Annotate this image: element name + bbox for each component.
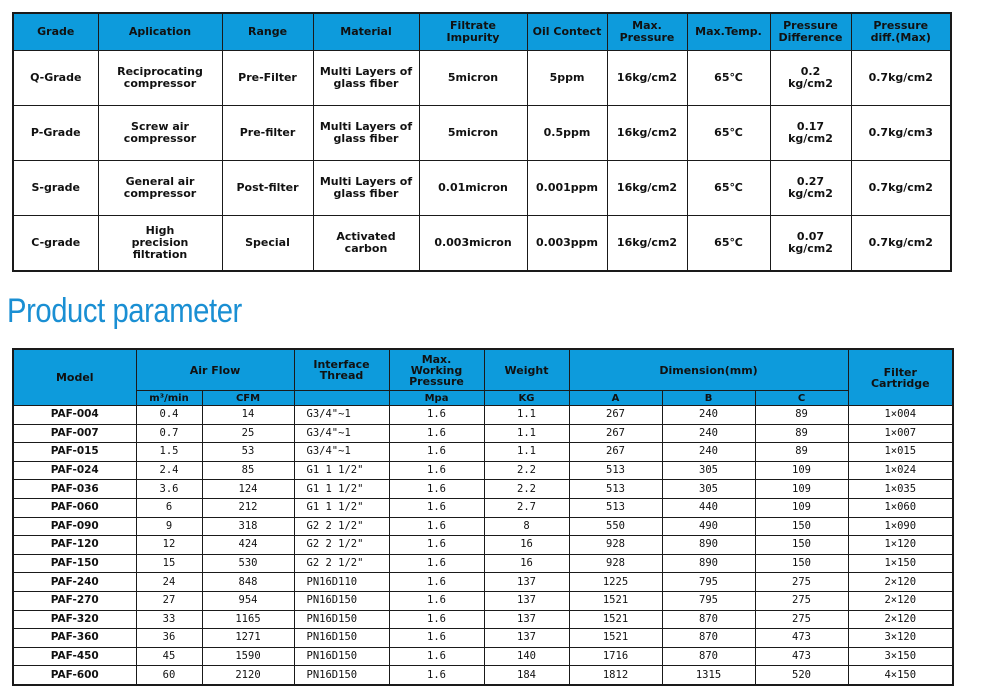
grade-cell-range: Post-filter bbox=[222, 161, 313, 216]
grade-header-cell: Aplication bbox=[98, 13, 222, 51]
cell-dimension-b: 490 bbox=[662, 517, 755, 536]
cell-air-flow-cfm: 124 bbox=[202, 480, 294, 499]
param-subheader-row bbox=[13, 391, 953, 406]
cell-working-pressure: 1.6 bbox=[389, 536, 484, 555]
cell-working-pressure: 1.6 bbox=[389, 461, 484, 480]
grade-cell-oil-content: 0.001ppm bbox=[527, 161, 607, 216]
unit-kg: KG bbox=[484, 391, 569, 406]
grade-header-cell: Range bbox=[222, 13, 313, 51]
cell-dimension-a: 267 bbox=[569, 424, 662, 443]
cell-dimension-c: 473 bbox=[755, 629, 848, 648]
cell-model: PAF-320 bbox=[13, 610, 136, 629]
cell-air-flow-m3: 2.4 bbox=[136, 461, 202, 480]
cell-air-flow-cfm: 14 bbox=[202, 406, 294, 425]
cell-working-pressure: 1.6 bbox=[389, 610, 484, 629]
cell-dimension-a: 928 bbox=[569, 554, 662, 573]
cell-air-flow-m3: 60 bbox=[136, 666, 202, 685]
cell-air-flow-cfm: 53 bbox=[202, 443, 294, 462]
cell-interface-thread: PN16D150 bbox=[294, 666, 389, 685]
grade-row bbox=[13, 161, 951, 216]
interface-thread-header: Interface Thread bbox=[294, 349, 389, 391]
grade-cell-max-pressure: 16kg/cm2 bbox=[607, 161, 687, 216]
grade-cell-grade-name: P-Grade bbox=[13, 106, 98, 161]
cell-interface-thread: G3/4"~1 bbox=[294, 424, 389, 443]
grade-cell-max-pressure: 16kg/cm2 bbox=[607, 51, 687, 106]
cell-dimension-a: 267 bbox=[569, 443, 662, 462]
grade-header-cell: Material bbox=[313, 13, 419, 51]
cell-weight: 16 bbox=[484, 536, 569, 555]
cell-filter-cartridge: 4×150 bbox=[848, 666, 953, 685]
cell-dimension-b: 870 bbox=[662, 647, 755, 666]
cell-working-pressure: 1.6 bbox=[389, 573, 484, 592]
interface-unit-empty bbox=[294, 391, 389, 406]
cell-filter-cartridge: 1×024 bbox=[848, 461, 953, 480]
cell-dimension-a: 550 bbox=[569, 517, 662, 536]
cell-dimension-c: 89 bbox=[755, 443, 848, 462]
cell-dimension-c: 89 bbox=[755, 424, 848, 443]
grade-header-cell: Pressure Difference bbox=[770, 13, 851, 51]
cell-filter-cartridge: 1×060 bbox=[848, 498, 953, 517]
cell-filter-cartridge: 1×035 bbox=[848, 480, 953, 499]
grade-header-cell: Max. Pressure bbox=[607, 13, 687, 51]
grade-cell-application: High precision filtration bbox=[98, 216, 222, 272]
dimension-c-header: C bbox=[755, 391, 848, 406]
cell-air-flow-m3: 15 bbox=[136, 554, 202, 573]
cell-dimension-b: 240 bbox=[662, 443, 755, 462]
cell-model: PAF-600 bbox=[13, 666, 136, 685]
cell-air-flow-m3: 0.4 bbox=[136, 406, 202, 425]
cell-working-pressure: 1.6 bbox=[389, 443, 484, 462]
cell-dimension-c: 275 bbox=[755, 573, 848, 592]
param-header-row bbox=[13, 349, 953, 391]
grade-cell-application: General air compressor bbox=[98, 161, 222, 216]
cell-dimension-b: 795 bbox=[662, 573, 755, 592]
cell-air-flow-cfm: 1165 bbox=[202, 610, 294, 629]
grade-cell-pressure-diff-max: 0.7kg/cm2 bbox=[851, 216, 951, 272]
cell-working-pressure: 1.6 bbox=[389, 666, 484, 685]
cell-model: PAF-060 bbox=[13, 498, 136, 517]
cell-dimension-c: 150 bbox=[755, 554, 848, 573]
table-row bbox=[13, 591, 953, 610]
grade-header-cell: Pressure diff.(Max) bbox=[851, 13, 951, 51]
cell-weight: 137 bbox=[484, 591, 569, 610]
product-parameter-table bbox=[12, 348, 954, 686]
grade-cell-filtrate-impurity: 5micron bbox=[419, 51, 527, 106]
cell-dimension-c: 150 bbox=[755, 517, 848, 536]
table-row bbox=[13, 406, 953, 425]
cell-model: PAF-270 bbox=[13, 591, 136, 610]
grade-cell-max-temp: 65℃ bbox=[687, 216, 770, 272]
cell-weight: 16 bbox=[484, 554, 569, 573]
grade-cell-material: Activated carbon bbox=[313, 216, 419, 272]
cell-dimension-b: 870 bbox=[662, 629, 755, 648]
grade-table-body bbox=[13, 51, 951, 272]
table-row bbox=[13, 536, 953, 555]
grade-cell-pressure-difference: 0.27 kg/cm2 bbox=[770, 161, 851, 216]
cell-dimension-a: 928 bbox=[569, 536, 662, 555]
cell-model: PAF-120 bbox=[13, 536, 136, 555]
section-title: Product parameter bbox=[7, 292, 242, 330]
cell-dimension-c: 109 bbox=[755, 480, 848, 499]
cell-interface-thread: PN16D150 bbox=[294, 610, 389, 629]
cell-filter-cartridge: 3×120 bbox=[848, 629, 953, 648]
cell-working-pressure: 1.6 bbox=[389, 629, 484, 648]
grade-header-cell: Oil Contect bbox=[527, 13, 607, 51]
cell-dimension-a: 1521 bbox=[569, 591, 662, 610]
cell-air-flow-m3: 36 bbox=[136, 629, 202, 648]
cell-dimension-a: 1521 bbox=[569, 610, 662, 629]
table-row bbox=[13, 480, 953, 499]
cell-dimension-a: 513 bbox=[569, 461, 662, 480]
cell-dimension-c: 275 bbox=[755, 610, 848, 629]
weight-header: Weight bbox=[484, 349, 569, 391]
cell-filter-cartridge: 1×090 bbox=[848, 517, 953, 536]
grade-cell-application: Reciprocating compressor bbox=[98, 51, 222, 106]
table-row bbox=[13, 461, 953, 480]
grade-cell-filtrate-impurity: 0.01micron bbox=[419, 161, 527, 216]
cell-model: PAF-090 bbox=[13, 517, 136, 536]
table-row bbox=[13, 610, 953, 629]
grade-cell-material: Multi Layers of glass fiber bbox=[313, 106, 419, 161]
cell-air-flow-m3: 3.6 bbox=[136, 480, 202, 499]
cell-dimension-c: 473 bbox=[755, 647, 848, 666]
cell-weight: 2.2 bbox=[484, 480, 569, 499]
cell-dimension-a: 513 bbox=[569, 498, 662, 517]
cell-air-flow-cfm: 25 bbox=[202, 424, 294, 443]
grade-cell-material: Multi Layers of glass fiber bbox=[313, 161, 419, 216]
table-row bbox=[13, 647, 953, 666]
grade-cell-pressure-difference: 0.07 kg/cm2 bbox=[770, 216, 851, 272]
cell-model: PAF-450 bbox=[13, 647, 136, 666]
cell-air-flow-cfm: 530 bbox=[202, 554, 294, 573]
cell-interface-thread: G1 1 1/2" bbox=[294, 498, 389, 517]
cell-weight: 137 bbox=[484, 573, 569, 592]
grade-cell-range: Special bbox=[222, 216, 313, 272]
cell-working-pressure: 1.6 bbox=[389, 647, 484, 666]
cell-air-flow-cfm: 318 bbox=[202, 517, 294, 536]
cell-working-pressure: 1.6 bbox=[389, 517, 484, 536]
grade-cell-pressure-diff-max: 0.7kg/cm3 bbox=[851, 106, 951, 161]
table-row bbox=[13, 517, 953, 536]
grade-cell-range: Pre-Filter bbox=[222, 51, 313, 106]
grade-row bbox=[13, 51, 951, 106]
cell-interface-thread: G1 1 1/2" bbox=[294, 461, 389, 480]
grade-cell-max-temp: 65℃ bbox=[687, 106, 770, 161]
cell-air-flow-cfm: 1590 bbox=[202, 647, 294, 666]
grade-cell-oil-content: 0.5ppm bbox=[527, 106, 607, 161]
cell-working-pressure: 1.6 bbox=[389, 554, 484, 573]
dimension-header: Dimension(mm) bbox=[569, 349, 848, 391]
cell-dimension-b: 240 bbox=[662, 406, 755, 425]
cell-weight: 2.2 bbox=[484, 461, 569, 480]
cell-weight: 140 bbox=[484, 647, 569, 666]
cell-dimension-b: 305 bbox=[662, 461, 755, 480]
product-parameter-body bbox=[13, 406, 953, 685]
cell-air-flow-m3: 0.7 bbox=[136, 424, 202, 443]
cell-dimension-c: 109 bbox=[755, 461, 848, 480]
cell-dimension-a: 267 bbox=[569, 406, 662, 425]
cell-working-pressure: 1.6 bbox=[389, 591, 484, 610]
cell-model: PAF-015 bbox=[13, 443, 136, 462]
unit-m3-min: m³/min bbox=[136, 391, 202, 406]
grade-cell-filtrate-impurity: 0.003micron bbox=[419, 216, 527, 272]
cell-dimension-b: 305 bbox=[662, 480, 755, 499]
grade-row bbox=[13, 216, 951, 272]
grade-cell-application: Screw air compressor bbox=[98, 106, 222, 161]
cell-filter-cartridge: 1×150 bbox=[848, 554, 953, 573]
model-header: Model bbox=[13, 349, 136, 406]
cell-weight: 137 bbox=[484, 629, 569, 648]
cell-weight: 8 bbox=[484, 517, 569, 536]
cell-model: PAF-360 bbox=[13, 629, 136, 648]
cell-weight: 2.7 bbox=[484, 498, 569, 517]
cell-interface-thread: G3/4"~1 bbox=[294, 406, 389, 425]
cell-filter-cartridge: 2×120 bbox=[848, 591, 953, 610]
cell-dimension-c: 150 bbox=[755, 536, 848, 555]
cell-working-pressure: 1.6 bbox=[389, 406, 484, 425]
grade-cell-oil-content: 5ppm bbox=[527, 51, 607, 106]
cell-filter-cartridge: 2×120 bbox=[848, 573, 953, 592]
cell-model: PAF-150 bbox=[13, 554, 136, 573]
grade-cell-pressure-diff-max: 0.7kg/cm2 bbox=[851, 51, 951, 106]
cell-dimension-a: 513 bbox=[569, 480, 662, 499]
table-row bbox=[13, 554, 953, 573]
cell-filter-cartridge: 3×150 bbox=[848, 647, 953, 666]
cell-working-pressure: 1.6 bbox=[389, 480, 484, 499]
cell-air-flow-cfm: 2120 bbox=[202, 666, 294, 685]
table-row bbox=[13, 498, 953, 517]
grade-header-cell: Grade bbox=[13, 13, 98, 51]
grade-cell-max-temp: 65℃ bbox=[687, 161, 770, 216]
air-flow-header: Air Flow bbox=[136, 349, 294, 391]
cell-dimension-b: 890 bbox=[662, 554, 755, 573]
cell-dimension-b: 870 bbox=[662, 610, 755, 629]
cell-air-flow-cfm: 954 bbox=[202, 591, 294, 610]
cell-air-flow-m3: 27 bbox=[136, 591, 202, 610]
cell-model: PAF-004 bbox=[13, 406, 136, 425]
grade-cell-pressure-difference: 0.17 kg/cm2 bbox=[770, 106, 851, 161]
dimension-b-header: B bbox=[662, 391, 755, 406]
cell-air-flow-m3: 6 bbox=[136, 498, 202, 517]
cell-dimension-b: 240 bbox=[662, 424, 755, 443]
cell-air-flow-cfm: 85 bbox=[202, 461, 294, 480]
cell-weight: 1.1 bbox=[484, 424, 569, 443]
cell-air-flow-cfm: 424 bbox=[202, 536, 294, 555]
unit-cfm: CFM bbox=[202, 391, 294, 406]
cell-interface-thread: PN16D150 bbox=[294, 647, 389, 666]
grade-cell-oil-content: 0.003ppm bbox=[527, 216, 607, 272]
cell-air-flow-cfm: 1271 bbox=[202, 629, 294, 648]
cell-interface-thread: PN16D110 bbox=[294, 573, 389, 592]
cell-working-pressure: 1.6 bbox=[389, 424, 484, 443]
grade-cell-filtrate-impurity: 5micron bbox=[419, 106, 527, 161]
cell-filter-cartridge: 1×120 bbox=[848, 536, 953, 555]
cell-air-flow-m3: 33 bbox=[136, 610, 202, 629]
cell-dimension-b: 1315 bbox=[662, 666, 755, 685]
grade-cell-grade-name: C-grade bbox=[13, 216, 98, 272]
cell-weight: 1.1 bbox=[484, 406, 569, 425]
cell-dimension-b: 795 bbox=[662, 591, 755, 610]
grade-header-cell: Max.Temp. bbox=[687, 13, 770, 51]
cell-interface-thread: G2 2 1/2" bbox=[294, 517, 389, 536]
cell-dimension-b: 440 bbox=[662, 498, 755, 517]
cell-interface-thread: G3/4"~1 bbox=[294, 443, 389, 462]
grade-cell-pressure-diff-max: 0.7kg/cm2 bbox=[851, 161, 951, 216]
cell-interface-thread: PN16D150 bbox=[294, 629, 389, 648]
cell-air-flow-m3: 24 bbox=[136, 573, 202, 592]
filter-cartridge-header: Filter Cartridge bbox=[848, 349, 953, 406]
grade-cell-material: Multi Layers of glass fiber bbox=[313, 51, 419, 106]
grade-header-row bbox=[13, 13, 951, 51]
cell-interface-thread: G2 2 1/2" bbox=[294, 536, 389, 555]
cell-dimension-c: 520 bbox=[755, 666, 848, 685]
cell-air-flow-m3: 9 bbox=[136, 517, 202, 536]
cell-model: PAF-007 bbox=[13, 424, 136, 443]
cell-filter-cartridge: 1×007 bbox=[848, 424, 953, 443]
table-row bbox=[13, 443, 953, 462]
table-row bbox=[13, 666, 953, 685]
cell-interface-thread: G2 2 1/2" bbox=[294, 554, 389, 573]
grade-cell-max-temp: 65℃ bbox=[687, 51, 770, 106]
cell-filter-cartridge: 2×120 bbox=[848, 610, 953, 629]
cell-dimension-a: 1225 bbox=[569, 573, 662, 592]
cell-model: PAF-024 bbox=[13, 461, 136, 480]
table-row bbox=[13, 629, 953, 648]
cell-dimension-c: 275 bbox=[755, 591, 848, 610]
cell-air-flow-m3: 1.5 bbox=[136, 443, 202, 462]
cell-working-pressure: 1.6 bbox=[389, 498, 484, 517]
grade-cell-grade-name: Q-Grade bbox=[13, 51, 98, 106]
grade-cell-max-pressure: 16kg/cm2 bbox=[607, 106, 687, 161]
grade-cell-max-pressure: 16kg/cm2 bbox=[607, 216, 687, 272]
cell-air-flow-cfm: 848 bbox=[202, 573, 294, 592]
cell-model: PAF-240 bbox=[13, 573, 136, 592]
grade-cell-pressure-difference: 0.2 kg/cm2 bbox=[770, 51, 851, 106]
table-row bbox=[13, 424, 953, 443]
cell-weight: 1.1 bbox=[484, 443, 569, 462]
cell-dimension-a: 1812 bbox=[569, 666, 662, 685]
cell-air-flow-m3: 12 bbox=[136, 536, 202, 555]
cell-filter-cartridge: 1×004 bbox=[848, 406, 953, 425]
cell-air-flow-m3: 45 bbox=[136, 647, 202, 666]
cell-dimension-c: 109 bbox=[755, 498, 848, 517]
cell-weight: 137 bbox=[484, 610, 569, 629]
cell-dimension-a: 1716 bbox=[569, 647, 662, 666]
cell-dimension-a: 1521 bbox=[569, 629, 662, 648]
working-pressure-header: Max. Working Pressure bbox=[389, 349, 484, 391]
table-row bbox=[13, 573, 953, 592]
grade-table bbox=[12, 12, 952, 272]
cell-weight: 184 bbox=[484, 666, 569, 685]
grade-cell-range: Pre-filter bbox=[222, 106, 313, 161]
cell-model: PAF-036 bbox=[13, 480, 136, 499]
cell-filter-cartridge: 1×015 bbox=[848, 443, 953, 462]
grade-cell-grade-name: S-grade bbox=[13, 161, 98, 216]
cell-interface-thread: PN16D150 bbox=[294, 591, 389, 610]
cell-air-flow-cfm: 212 bbox=[202, 498, 294, 517]
cell-interface-thread: G1 1 1/2" bbox=[294, 480, 389, 499]
grade-row bbox=[13, 106, 951, 161]
dimension-a-header: A bbox=[569, 391, 662, 406]
cell-dimension-c: 89 bbox=[755, 406, 848, 425]
cell-dimension-b: 890 bbox=[662, 536, 755, 555]
unit-mpa: Mpa bbox=[389, 391, 484, 406]
grade-header-cell: Filtrate Impurity bbox=[419, 13, 527, 51]
